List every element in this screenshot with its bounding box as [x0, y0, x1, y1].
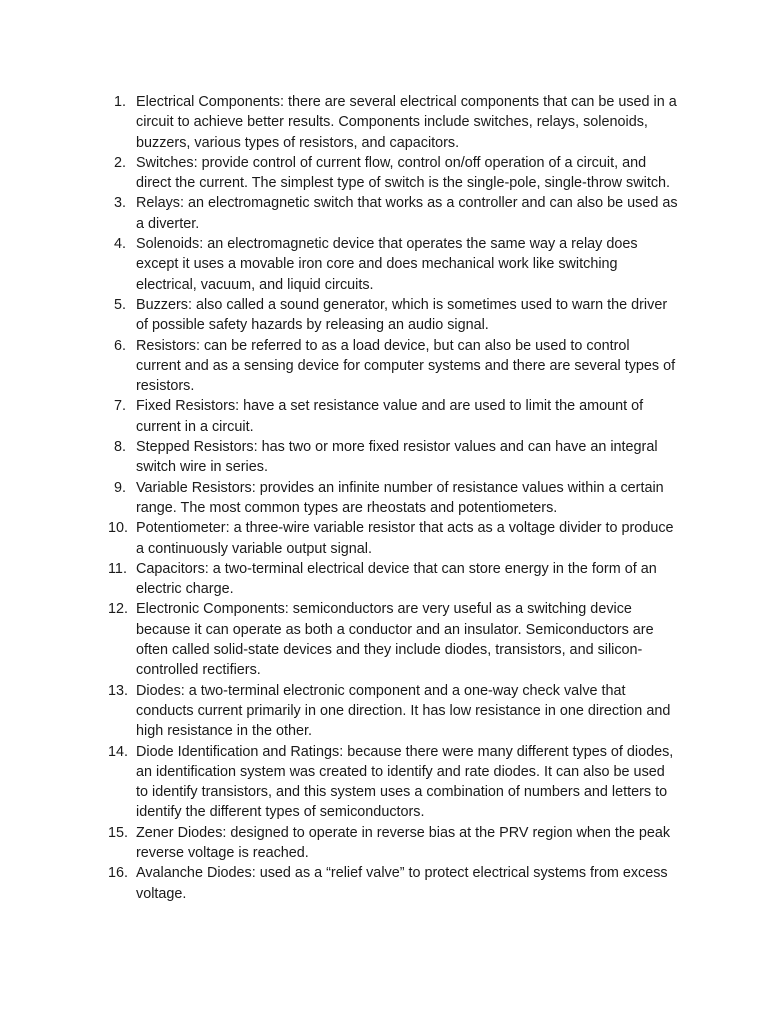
list-item-text: Solenoids: an electromagnetic device that operates the same way a relay does except it uses a movable iron core and does mechanical work like switching electrical, vacuum, and liquid circuits.	[136, 236, 638, 293]
list-item-text: Electrical Components: there are several electrical components that can be used in a circuit to achieve better results. Components include switches, relays, solenoids, buzzers, various types of resistors, and capacitors.	[136, 94, 677, 151]
list-item-text: Potentiometer: a three-wire variable resistor that acts as a voltage divider to produce a continuously variable output signal.	[136, 520, 674, 557]
list-item-text: Diode Identification and Ratings: because there were many different types of diodes, an identification system was created to identify and rate diodes. It can also be used to identify transistors, and this system uses a combination of numbers and letters to identify the different types of semiconductors.	[136, 743, 674, 821]
list-item	[108, 92, 678, 153]
list-item-number: 8.	[114, 439, 127, 456]
list-item-number: 10.	[108, 520, 129, 537]
list-item-number: 9.	[114, 479, 127, 496]
list-item-text: Electronic Components: semiconductors are very useful as a switching device because it can operate as both a conductor and an insulator. Semiconductors are often called solid-state devices and they include diodes, transistors, and silicon-controlled rectifiers.	[136, 601, 654, 679]
list-item-text: Buzzers: also called a sound generator, which is sometimes used to warn the driver of possible safety hazards by releasing an audio signal.	[136, 296, 668, 334]
list-item-text: Variable Resistors: provides an infinite number of resistance values within a certain range. The most common types are rheostats and potentiometers.	[136, 479, 664, 516]
list-item-text: Fixed Resistors: have a set resistance value and are used to limit the amount of current in a circuit.	[136, 398, 644, 435]
list-item	[108, 437, 678, 478]
list-item-number: 4.	[114, 236, 127, 253]
list-item	[108, 234, 678, 295]
list-item-text: Diodes: a two-terminal electronic component and a one-way check valve that conducts current primarily in one direction. It has low resistance in one direction and high resistance in the other.	[136, 682, 671, 740]
list-item-text: Zener Diodes: designed to operate in reverse bias at the PRV region when the peak reverse voltage is reached.	[136, 824, 671, 861]
list-item-number: 7.	[114, 398, 127, 415]
numbered-list	[108, 92, 678, 904]
list-item-number: 1.	[114, 94, 127, 110]
list-item	[108, 295, 678, 336]
list-item-number: 14.	[108, 743, 129, 760]
list-item-number: 13.	[108, 682, 129, 699]
list-item	[108, 599, 678, 680]
list-item-number: 11.	[108, 560, 127, 577]
list-item-text: Relays: an electromagnetic switch that works as a controller and can also be used as a diverter.	[136, 195, 678, 232]
list-item-text: Avalanche Diodes: used as a “relief valve” to protect electrical systems from excess voltage.	[136, 865, 668, 902]
list-item	[108, 742, 678, 823]
list-item	[108, 681, 678, 742]
list-item-number: 6.	[114, 337, 127, 354]
list-item	[108, 336, 678, 397]
list-item	[108, 559, 678, 600]
list-item-number: 2.	[114, 154, 127, 171]
list-item-text: Resistors: can be referred to as a load device, but can also be used to control current and as a sensing device for computer systems and there are several types of resistors.	[136, 337, 676, 395]
list-item	[108, 396, 678, 437]
list-item	[108, 478, 678, 519]
list-item-number: 16.	[108, 865, 129, 882]
list-item-text: Switches: provide control of current flow, control on/off operation of a circuit, and direct the current. The simplest type of switch is the single-pole, single-throw switch.	[136, 154, 671, 192]
list-item	[108, 823, 678, 864]
list-item	[108, 193, 678, 234]
list-item-number: 5.	[114, 296, 127, 313]
list-item-text: Capacitors: a two-terminal electrical device that can store energy in the form of an electric charge.	[136, 560, 657, 598]
list-item	[108, 153, 678, 194]
list-item	[108, 863, 678, 904]
list-item-number: 15.	[108, 824, 129, 841]
list-item-number: 12.	[108, 601, 129, 618]
list-item-text: Stepped Resistors: has two or more fixed resistor values and can have an integral switch wire in series.	[136, 439, 658, 476]
list-item	[108, 518, 678, 559]
list-item-number: 3.	[114, 195, 127, 212]
